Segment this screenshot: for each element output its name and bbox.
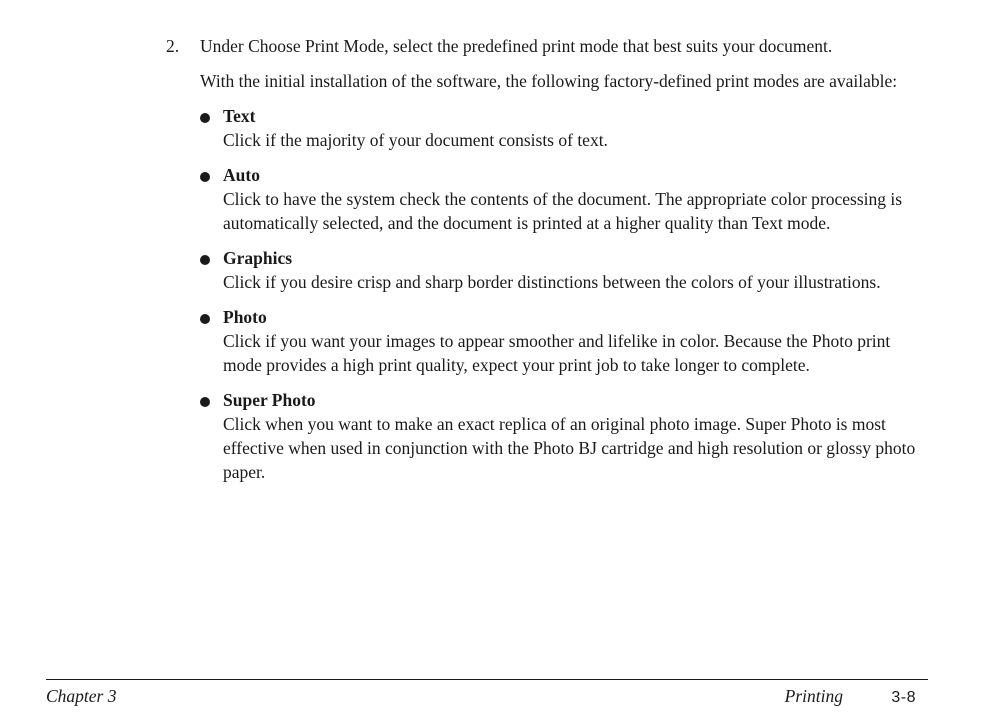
footer-right [785,684,916,710]
print-mode-title: Auto [223,165,260,185]
print-mode-graphics [200,246,926,294]
bullet-icon [200,172,210,182]
print-mode-super-photo [200,388,926,484]
print-mode-title: Text [223,106,256,126]
step-text: Under Choose Print Mode, select the predefined print mode that best suits your document. [200,36,833,56]
intro-paragraph: With the initial installation of the software, the following factory-defined print modes are available: [200,71,898,91]
bullet-icon [200,113,210,123]
print-mode-description: Click to have the system check the contents of the document. The appropriate color processing is automatically selected, and the document is printed at a higher quality than Text mode. [223,189,903,233]
print-mode-description: Click if the majority of your document consists of text. [223,130,608,150]
print-mode-auto [200,163,926,235]
print-mode-description: Click when you want to make an exact replica of an original photo image. Super Photo is most effective when used in conjunction with the Photo BJ cartridge and high resolution or glossy photo paper. [223,414,916,482]
print-mode-title: Super Photo [223,390,316,410]
footer-section: Printing [784,686,843,706]
document-body [166,34,926,495]
step-item [166,34,926,58]
print-mode-description: Click if you want your images to appear smoother and lifelike in color. Because the Photo print mode provides a high print quality, expect your print job to take longer to complete. [223,331,891,375]
print-mode-description: Click if you desire crisp and sharp border distinctions between the colors of your illustrations. [223,272,881,292]
print-mode-photo [200,305,926,377]
print-mode-text [200,104,926,152]
bullet-icon [200,314,210,324]
print-mode-list [166,104,926,484]
print-mode-title: Graphics [223,248,293,268]
footer-chapter: Chapter 3 [46,686,117,706]
page-number: 3-8 [891,689,916,706]
step-number: 2. [166,36,180,56]
bullet-icon [200,397,210,407]
footer-divider [46,679,928,680]
bullet-icon [200,255,210,265]
print-mode-title: Photo [223,307,267,327]
